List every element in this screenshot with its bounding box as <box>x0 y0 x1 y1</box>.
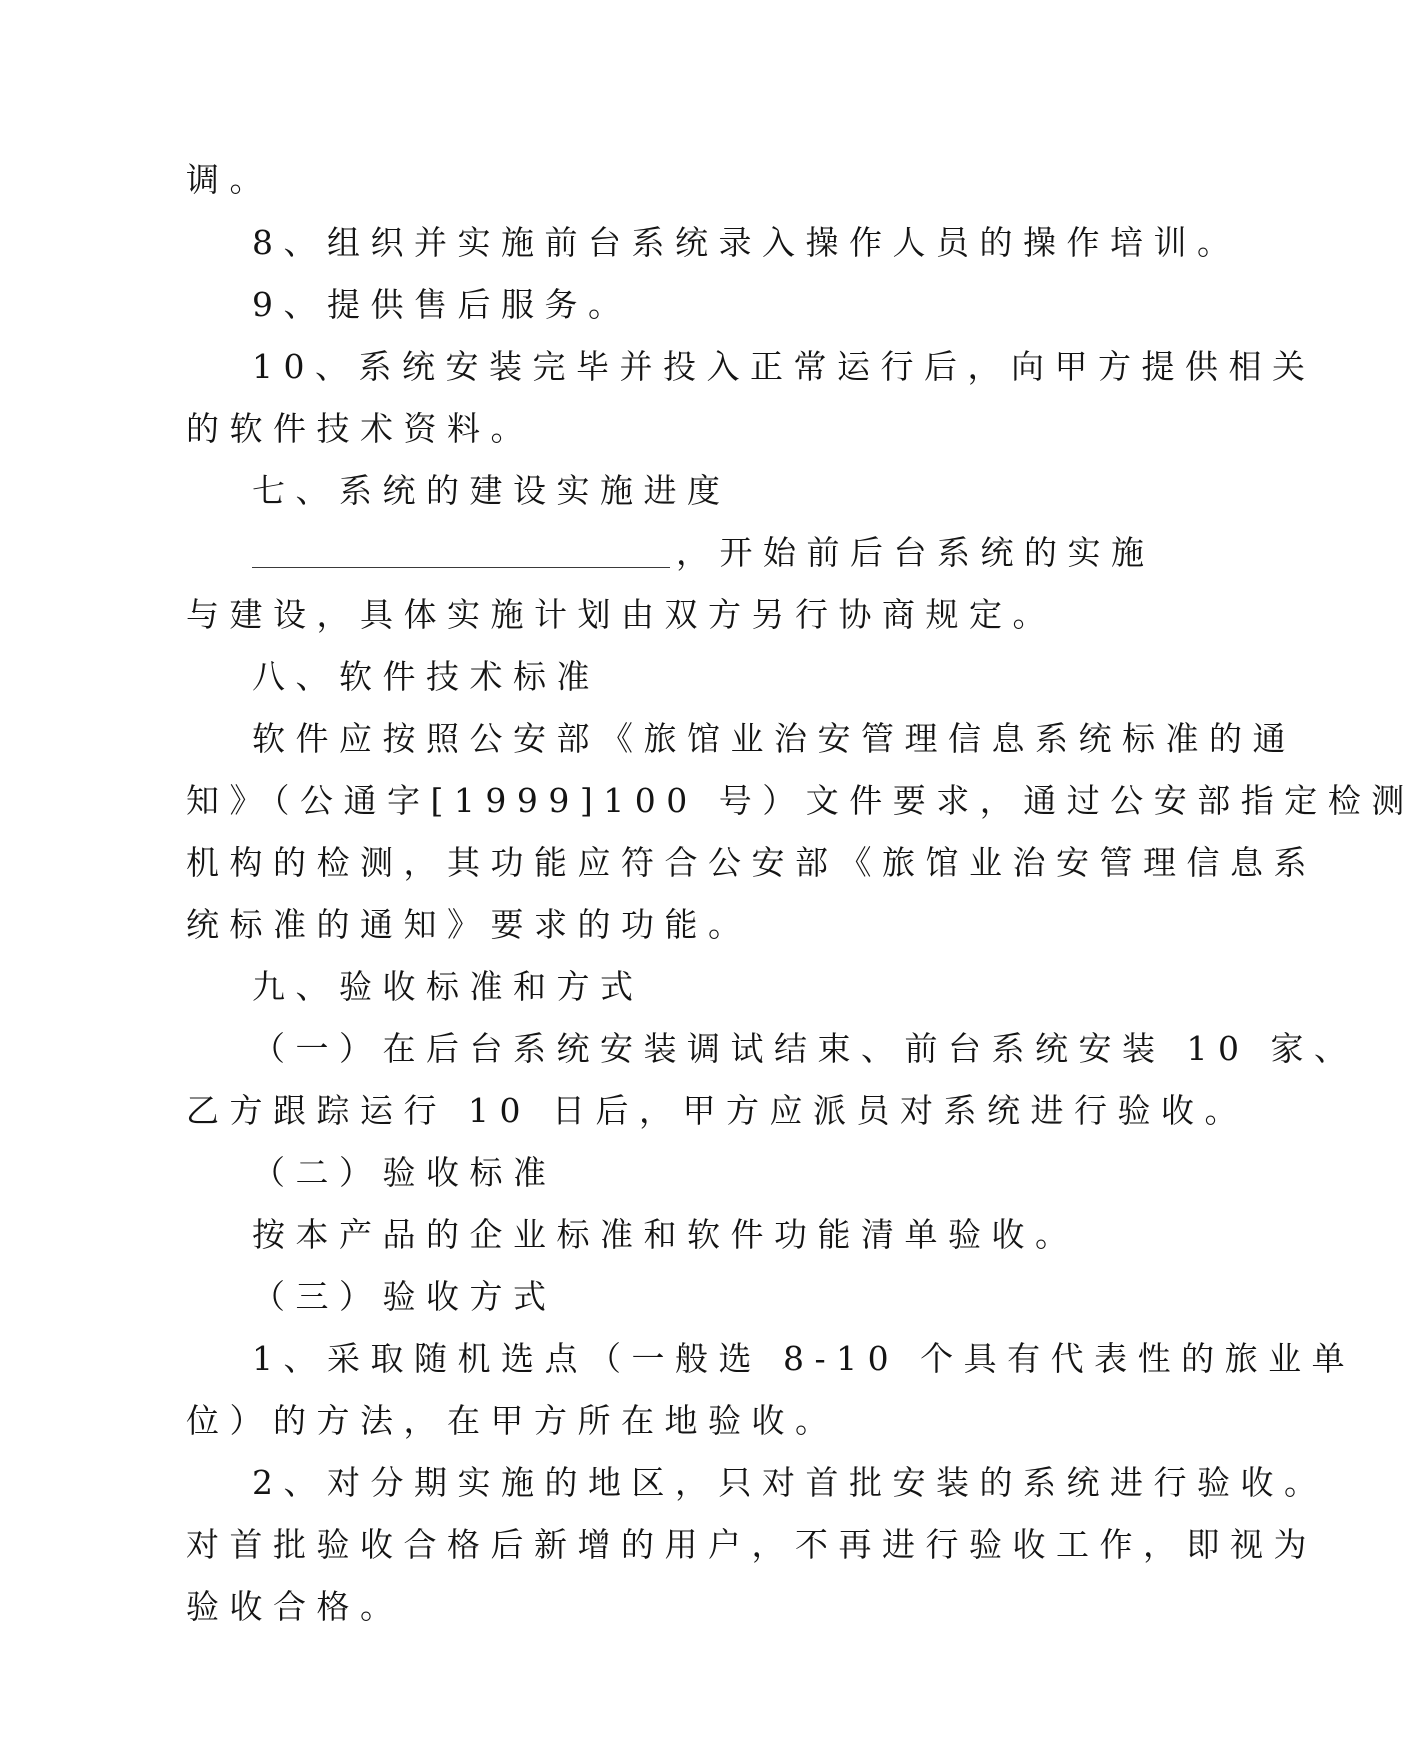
section-heading: 八、软件技术标准 <box>252 657 600 696</box>
text-line: 乙方跟踪运行 10 日后，甲方应派员对系统进行验收。 <box>186 1091 1248 1130</box>
text-line: 对首批验收合格后新增的用户，不再进行验收工作，即视为 <box>186 1525 1317 1564</box>
text-line: 机构的检测，其功能应符合公安部《旅馆业治安管理信息系 <box>186 843 1317 882</box>
text-line: 的软件技术资料。 <box>186 409 534 448</box>
text-line: （一）在后台系统安装调试结束、前台系统安装 10 家、 <box>252 1029 1358 1068</box>
subsection-heading: （三）验收方式 <box>252 1277 557 1316</box>
text-line: 调。 <box>186 160 273 199</box>
text-line: 软件应按照公安部《旅馆业治安管理信息系统标准的通 <box>252 719 1296 758</box>
text-line: 统标准的通知》要求的功能。 <box>186 905 752 944</box>
text-line: 1、采取随机选点（一般选 8-10 个具有代表性的旅业单 <box>252 1339 1356 1378</box>
fill-in-blank-line <box>252 537 670 568</box>
text-line: 10、系统安装完毕并投入正常运行后，向甲方提供相关 <box>252 347 1316 386</box>
text-line: 位）的方法，在甲方所在地验收。 <box>186 1401 839 1440</box>
text-line: 2、对分期实施的地区，只对首批安装的系统进行验收。 <box>252 1463 1328 1502</box>
section-heading: 七、系统的建设实施进度 <box>252 471 731 510</box>
text-line: 按本产品的企业标准和软件功能清单验收。 <box>252 1215 1079 1254</box>
text-line: 验收合格。 <box>186 1587 404 1626</box>
text-line: 9、提供售后服务。 <box>252 285 632 324</box>
text-fragment: ，开始前后台系统的实施 <box>676 533 1155 572</box>
text-line-with-blank <box>252 531 1155 575</box>
text-line: 8、组织并实施前台系统录入操作人员的操作培训。 <box>252 223 1241 262</box>
text-line: 与建设，具体实施计划由双方另行协商规定。 <box>186 595 1056 634</box>
section-heading: 九、验收标准和方式 <box>252 967 644 1006</box>
subsection-heading: （二）验收标准 <box>252 1153 557 1192</box>
text-line: 知》（公通字[1999]100 号）文件要求，通过公安部指定检测 <box>186 781 1415 820</box>
